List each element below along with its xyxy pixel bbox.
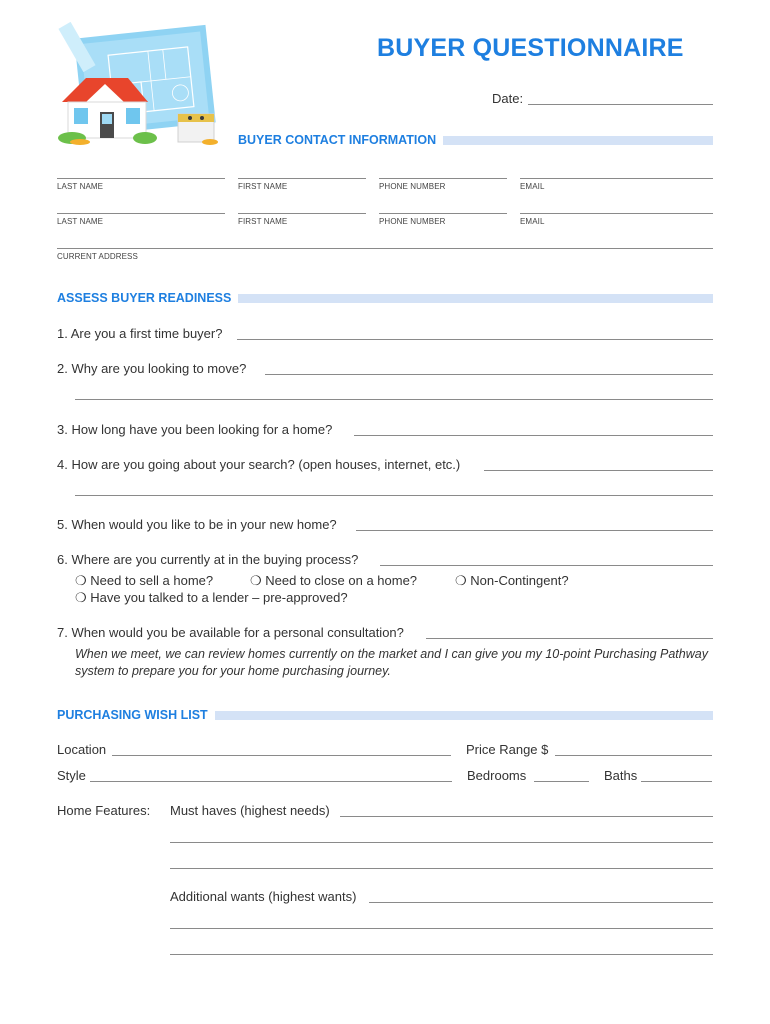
must-haves-label: Must haves (highest needs) (170, 803, 330, 818)
email-field-1[interactable] (520, 178, 713, 179)
phone-field-2[interactable] (379, 213, 507, 214)
answer-7-field[interactable] (426, 638, 713, 639)
phone-field-1[interactable] (379, 178, 507, 179)
question-6: 6. Where are you currently at in the buying process? (57, 552, 359, 567)
baths-field[interactable] (641, 781, 712, 782)
question-2: 2. Why are you looking to move? (57, 361, 247, 376)
price-range-label: Price Range $ (466, 742, 549, 757)
answer-2-field-continued[interactable] (75, 399, 713, 400)
section-bar (443, 136, 713, 145)
home-features-label: Home Features: (57, 803, 151, 818)
answer-2-field[interactable] (265, 374, 713, 375)
first-name-field-1[interactable] (238, 178, 366, 179)
phone-label: PHONE NUMBER (379, 217, 446, 226)
location-label: Location (57, 742, 107, 757)
date-label: Date: (492, 91, 524, 106)
question-5: 5. When would you like to be in your new home? (57, 517, 337, 532)
section-bar (215, 711, 713, 720)
first-name-field-2[interactable] (238, 213, 366, 214)
answer-4-field-continued[interactable] (75, 495, 713, 496)
additional-wants-field-3[interactable] (170, 954, 713, 955)
email-field-2[interactable] (520, 213, 713, 214)
current-address-label: CURRENT ADDRESS (57, 252, 138, 261)
answer-5-field[interactable] (356, 530, 713, 531)
style-label: Style (57, 768, 86, 783)
location-field[interactable] (112, 755, 451, 756)
section-header-wishlist (57, 708, 713, 722)
additional-wants-field-2[interactable] (170, 928, 713, 929)
price-range-field[interactable] (555, 755, 712, 756)
last-name-field-1[interactable] (57, 178, 225, 179)
bedrooms-field[interactable] (534, 781, 589, 782)
question-1: 1. Are you a first time buyer? (57, 326, 223, 341)
answer-4-field[interactable] (484, 470, 713, 471)
house-blueprint-illustration (50, 22, 220, 147)
email-label: EMAIL (520, 182, 545, 191)
last-name-label: LAST NAME (57, 182, 104, 191)
additional-wants-label: Additional wants (highest wants) (170, 889, 357, 904)
section-header-readiness (57, 291, 713, 305)
must-haves-field-3[interactable] (170, 868, 713, 869)
page-title: BUYER QUESTIONNAIRE (377, 34, 684, 62)
baths-label: Baths (604, 768, 638, 783)
last-name-label: LAST NAME (57, 217, 104, 226)
email-label: EMAIL (520, 217, 545, 226)
section-title: ASSESS BUYER READINESS (57, 291, 232, 305)
additional-wants-field-1[interactable] (369, 902, 713, 903)
last-name-field-2[interactable] (57, 213, 225, 214)
section-title: PURCHASING WISH LIST (57, 708, 208, 722)
option-non-contingent[interactable]: ❍ Non-Contingent? (455, 573, 569, 588)
question-7: 7. When would you be available for a personal consultation? (57, 625, 404, 640)
first-name-label: FIRST NAME (238, 182, 288, 191)
section-title: BUYER CONTACT INFORMATION (238, 133, 437, 147)
option-lender-preapproved[interactable]: ❍ Have you talked to a lender – pre-approved? (75, 590, 348, 605)
phone-label: PHONE NUMBER (379, 182, 446, 191)
date-field[interactable] (528, 104, 713, 105)
option-need-to-sell[interactable]: ❍ Need to sell a home? (75, 573, 214, 588)
question-4: 4. How are you going about your search? (open houses, internet, etc.) (57, 457, 461, 472)
must-haves-field-1[interactable] (340, 816, 713, 817)
section-bar (238, 294, 713, 303)
answer-6-field[interactable] (380, 565, 713, 566)
bedrooms-label: Bedrooms (467, 768, 527, 783)
consultation-note: When we meet, we can review homes currently on the market and I can give you my 10-point Purchasing Pathway system to prepare you for your home purchasing journey. (75, 647, 708, 678)
current-address-field[interactable] (57, 248, 713, 249)
must-haves-field-2[interactable] (170, 842, 713, 843)
style-field[interactable] (90, 781, 452, 782)
first-name-label: FIRST NAME (238, 217, 288, 226)
section-header-contact (238, 133, 713, 147)
answer-1-field[interactable] (237, 339, 713, 340)
question-3: 3. How long have you been looking for a home? (57, 422, 333, 437)
option-need-to-close[interactable]: ❍ Need to close on a home? (250, 573, 418, 588)
answer-3-field[interactable] (354, 435, 713, 436)
